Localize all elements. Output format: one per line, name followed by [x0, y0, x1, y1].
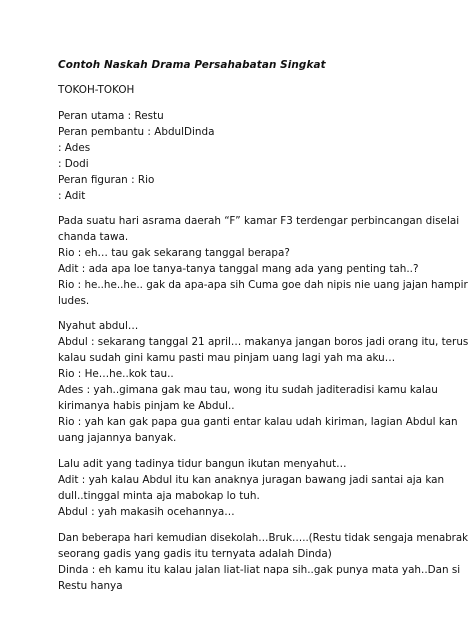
dialogue-line: Rio : he..he..he.. gak da apa-apa sih Cuma goe dah nipis nie uang jajan hampir	[58, 279, 468, 291]
dialogue-line: Rio : yah kan gak papa gua ganti entar kalau udah kiriman, lagian Abdul kan	[58, 416, 458, 428]
cast-line: : Ades	[58, 142, 91, 154]
dialogue-line: Ades : yah..gimana gak mau tau, wong itu sudah jaditeradisi kamu kalau	[58, 384, 438, 396]
dialogue-line: Adit : ada apa loe tanya-tanya tanggal mang ada yang penting tah..?	[58, 263, 419, 275]
text-line: seorang gadis yang gadis itu ternyata adalah Dinda)	[58, 548, 332, 560]
dialogue-line: kirimanya habis pinjam ke Abdul..	[58, 400, 235, 412]
text-line: Lalu adit yang tadinya tidur bangun ikutan menyahut…	[58, 458, 347, 470]
cast-line: : Adit	[58, 190, 86, 202]
dialogue-line: dull..tinggal minta aja mabokap lo tuh.	[58, 490, 260, 502]
text-line: Dan beberapa hari kemudian disekolah…Bruk…..(Restu tidak sengaja menabrak	[58, 532, 469, 544]
dialogue-line: Abdul : yah makasih ocehannya…	[58, 506, 235, 518]
text-line: Nyahut abdul…	[58, 320, 139, 332]
text-line: chanda tawa.	[58, 231, 129, 243]
section-heading: TOKOH-TOKOH	[58, 84, 135, 96]
dialogue-line: kalau sudah gini kamu pasti mau pinjam uang lagi yah ma aku…	[58, 352, 396, 364]
dialogue-line: Restu hanya	[58, 580, 123, 592]
dialogue-line: Rio : He…he..kok tau..	[58, 368, 174, 380]
text-line: Pada suatu hari asrama daerah “F” kamar F3 terdengar perbincangan diselai	[58, 215, 460, 227]
dialogue-line: Adit : yah kalau Abdul itu kan anaknya juragan bawang jadi santai aja kan	[58, 474, 445, 486]
dialogue-line: Dinda : eh kamu itu kalau jalan liat-liat napa sih..gak punya mata yah..Dan si	[58, 564, 461, 576]
dialogue-line: Rio : eh… tau gak sekarang tanggal berapa?	[58, 247, 290, 259]
cast-line: Peran pembantu : AbdulDinda	[58, 126, 215, 138]
cast-line: : Dodi	[58, 158, 89, 170]
document-title: Contoh Naskah Drama Persahabatan Singkat	[58, 59, 326, 71]
cast-line: Peran figuran : Rio	[58, 174, 155, 186]
dialogue-line: Abdul : sekarang tanggal 21 april… makanya jangan boros jadi orang itu, terus	[58, 336, 469, 348]
dialogue-line: ludes.	[58, 295, 90, 307]
dialogue-line: uang jajannya banyak.	[58, 432, 177, 444]
cast-line: Peran utama : Restu	[58, 110, 164, 122]
